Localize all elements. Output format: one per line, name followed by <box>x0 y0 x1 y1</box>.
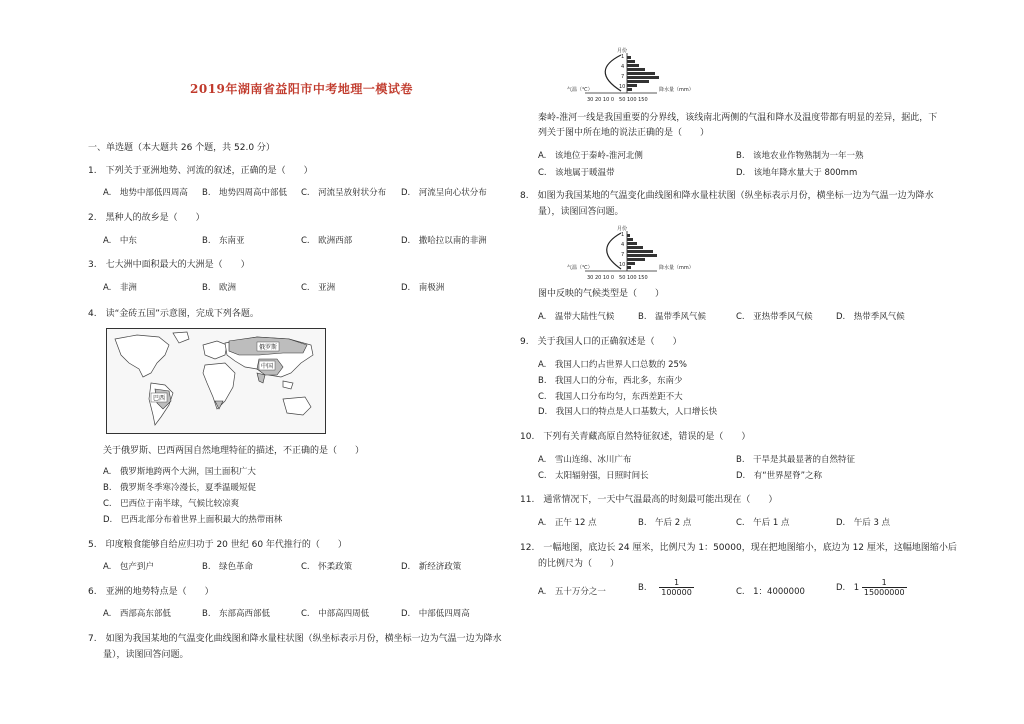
climate-chart-2 <box>565 225 694 281</box>
q1-option-c[interactable]: C. 河流呈放射状分布 <box>301 188 387 198</box>
q12-option-d-fraction <box>862 578 907 597</box>
chart2-ylabel: 月份 <box>617 226 628 232</box>
q3-option-d[interactable]: D. 南极洲 <box>401 283 445 293</box>
chart1-ylabel: 月份 <box>617 48 628 54</box>
map-label-china: 中国 <box>261 363 274 370</box>
q7-stem: 7. 如图为我国某地的气温变化曲线图和降水量柱状图（纵坐标表示月份，横坐标一边为气温一边为降水 <box>88 634 502 644</box>
chart2-ticks: 30 20 10 0 50 100 150 <box>587 275 648 281</box>
q7b-stem: 秦岭-淮河一线是我国重要的分界线，该线南北两侧的气温和降水及温度带都有明显的差异，据此，下 <box>538 113 938 123</box>
chart1-month-4: 4 <box>621 64 625 70</box>
chart1-ticks: 30 20 10 0 50 100 150 <box>587 97 648 103</box>
q5-option-a[interactable]: A. 包产到户 <box>103 562 154 572</box>
q6-option-b[interactable]: B. 东部高西部低 <box>202 609 271 619</box>
chart2-month-7: 7 <box>621 252 625 258</box>
q10-option-a[interactable]: A. 雪山连绵、冰川广布 <box>538 455 632 465</box>
chart1-month-1: 1 <box>621 54 625 60</box>
q7-option-d[interactable]: D. 该地年降水量大于 800mm <box>736 168 858 178</box>
q7b-stem-cont: 列关于图中所在地的说法正确的是（ ） <box>538 128 710 138</box>
q8-option-c[interactable]: C. 亚热带季风气候 <box>736 312 813 322</box>
q4-stem: 4. 读“金砖五国”示意图，完成下列各题。 <box>88 309 259 319</box>
q10-option-c[interactable]: C. 太阳辐射强，日照时间长 <box>538 471 649 481</box>
q7-option-c[interactable]: C. 该地属于暖温带 <box>538 168 615 178</box>
chart1-temp-label: 气温（℃） <box>567 87 593 93</box>
q2-option-d[interactable]: D. 撒哈拉以南的非洲 <box>401 236 487 246</box>
q7-option-b[interactable]: B. 该地农业作物熟制为一年一熟 <box>736 151 864 161</box>
q9-option-d[interactable]: D. 我国人口的特点是人口基数大，人口增长快 <box>538 407 718 417</box>
q12-option-b-label: B. <box>638 583 647 593</box>
q8-option-b[interactable]: B. 温带季风气候 <box>638 312 707 322</box>
chart2-month-1: 1 <box>621 232 625 238</box>
section-heading: 一、单选题（本大题共 26 个题，共 52.0 分） <box>88 143 275 153</box>
q1-option-b[interactable]: B. 地势四周高中部低 <box>202 188 288 198</box>
chart1-precip-label: 降水量（mm） <box>659 87 694 93</box>
q12-stem: 12. 一幅地图，底边长 24 厘米，比例尺为 1：50000，现在把地图缩小，底边为 12 厘米，这幅地图缩小后 <box>520 543 957 553</box>
map-label-russia: 俄罗斯 <box>259 344 278 351</box>
brics-world-map <box>106 328 326 434</box>
q1-option-d[interactable]: D. 河流呈向心状分布 <box>401 188 487 198</box>
q1-stem: 1. 下列关于亚洲地势、河流的叙述，正确的是（ ） <box>88 166 313 176</box>
chart2-precip-label: 降水量（mm） <box>659 265 694 271</box>
q11-stem: 11. 通常情况下，一天中气温最高的时刻最可能出现在（ ） <box>520 495 778 505</box>
q12-b-numerator: 1 <box>659 578 694 588</box>
chart2-month-4: 4 <box>621 242 625 248</box>
q9-stem: 9. 关于我国人口的正确叙述是（ ） <box>520 337 682 347</box>
page-title: 2019年湖南省益阳市中考地理一模试卷 <box>190 82 413 96</box>
chart1-month-10: 10 <box>619 84 626 90</box>
q2-stem: 2. 黑种人的故乡是（ ） <box>88 213 205 223</box>
chart2-month-10: 10 <box>619 262 626 268</box>
q7-option-a[interactable]: A. 该地位于秦岭-淮河北侧 <box>538 151 643 161</box>
q2-option-b[interactable]: B. 东南亚 <box>202 236 245 246</box>
q10-stem: 10. 下列有关青藏高原自然特征叙述，错误的是（ ） <box>520 432 751 442</box>
q6-option-d[interactable]: D. 中部低四周高 <box>401 609 470 619</box>
q7-stem-cont: 量），读图回答问题。 <box>103 650 189 660</box>
q12-option-d[interactable] <box>836 578 907 597</box>
q3-option-c[interactable]: C. 亚洲 <box>301 283 336 293</box>
q10-option-b[interactable]: B. 干旱是其最显著的自然特征 <box>736 455 856 465</box>
q5-stem: 5. 印度粮食能够自给应归功于 20 世纪 60 年代推行的（ ） <box>88 540 347 550</box>
q9-option-a[interactable]: A. 我国人口约占世界人口总数的 25% <box>538 360 687 370</box>
q8-sub-stem: 图中反映的气候类型是（ ） <box>538 289 665 299</box>
map-label-brazil: 巴西 <box>153 395 166 402</box>
q12-option-c[interactable]: C. 1：4000000 <box>736 587 805 597</box>
q5-option-b[interactable]: B. 绿色革命 <box>202 562 254 572</box>
q11-option-b[interactable]: B. 午后 2 点 <box>638 518 692 528</box>
q12-d-denominator: 15000000 <box>863 588 905 597</box>
q12-b-denominator: 100000 <box>661 588 692 597</box>
q3-option-a[interactable]: A. 非洲 <box>103 283 137 293</box>
q3-option-b[interactable]: B. 欧洲 <box>202 283 237 293</box>
q2-option-a[interactable]: A. 中东 <box>103 236 137 246</box>
chart2-temp-label: 气温（℃） <box>567 265 593 271</box>
q4-option-c[interactable]: C. 巴西位于南半球，气候比较凉爽 <box>103 499 240 509</box>
q1-option-a[interactable]: A. 地势中部低四周高 <box>103 188 188 198</box>
q9-option-b[interactable]: B. 我国人口的分布，西北多，东南少 <box>538 376 683 386</box>
climate-chart-1 <box>565 47 694 103</box>
q4-sub-stem: 关于俄罗斯、巴西两国自然地理特征的描述，不正确的是（ ） <box>103 446 365 456</box>
q4-option-d[interactable]: D. 巴西北部分布着世界上面积最大的热带雨林 <box>103 515 283 525</box>
q12-option-b-fraction <box>659 578 694 597</box>
q8-stem-cont: 量），读图回答问题。 <box>538 207 624 217</box>
chart1-month-7: 7 <box>621 74 625 80</box>
q12-d-numerator: 1 <box>862 578 907 588</box>
q11-option-c[interactable]: C. 午后 1 点 <box>736 518 790 528</box>
q9-option-c[interactable]: C. 我国人口分布均匀，东西差距不大 <box>538 392 683 402</box>
q2-option-c[interactable]: C. 欧洲西部 <box>301 236 353 246</box>
q12-option-b[interactable] <box>638 578 694 597</box>
q11-option-d[interactable]: D. 午后 3 点 <box>836 518 891 528</box>
q12-option-d-label: D. 1 <box>836 583 860 593</box>
q6-option-c[interactable]: C. 中部高四周低 <box>301 609 370 619</box>
q8-stem: 8. 如图为我国某地的气温变化曲线图和降水量柱状图（纵坐标表示月份，横坐标一边为气温一边为降水 <box>520 191 934 201</box>
q8-option-a[interactable]: A. 温带大陆性气候 <box>538 312 615 322</box>
q12-stem-cont: 的比例尺为（ ） <box>538 559 620 569</box>
q11-option-a[interactable]: A. 正午 12 点 <box>538 518 597 528</box>
q5-option-d[interactable]: D. 新经济政策 <box>401 562 462 572</box>
q3-stem: 3. 七大洲中面积最大的大洲是（ ） <box>88 260 250 270</box>
q12-option-a[interactable]: A. 五十万分之一 <box>538 587 606 597</box>
q5-option-c[interactable]: C. 怀柔政策 <box>301 562 353 572</box>
q6-option-a[interactable]: A. 西部高东部低 <box>103 609 171 619</box>
q4-option-b[interactable]: B. 俄罗斯冬季寒冷漫长，夏季温暖短促 <box>103 483 257 493</box>
q10-option-d[interactable]: D. 有“世界屋脊”之称 <box>736 471 823 481</box>
q8-option-d[interactable]: D. 热带季风气候 <box>836 312 905 322</box>
q4-option-a[interactable]: A. 俄罗斯地跨两个大洲，国土面积广大 <box>103 467 256 477</box>
q6-stem: 6. 亚洲的地势特点是（ ） <box>88 587 214 597</box>
